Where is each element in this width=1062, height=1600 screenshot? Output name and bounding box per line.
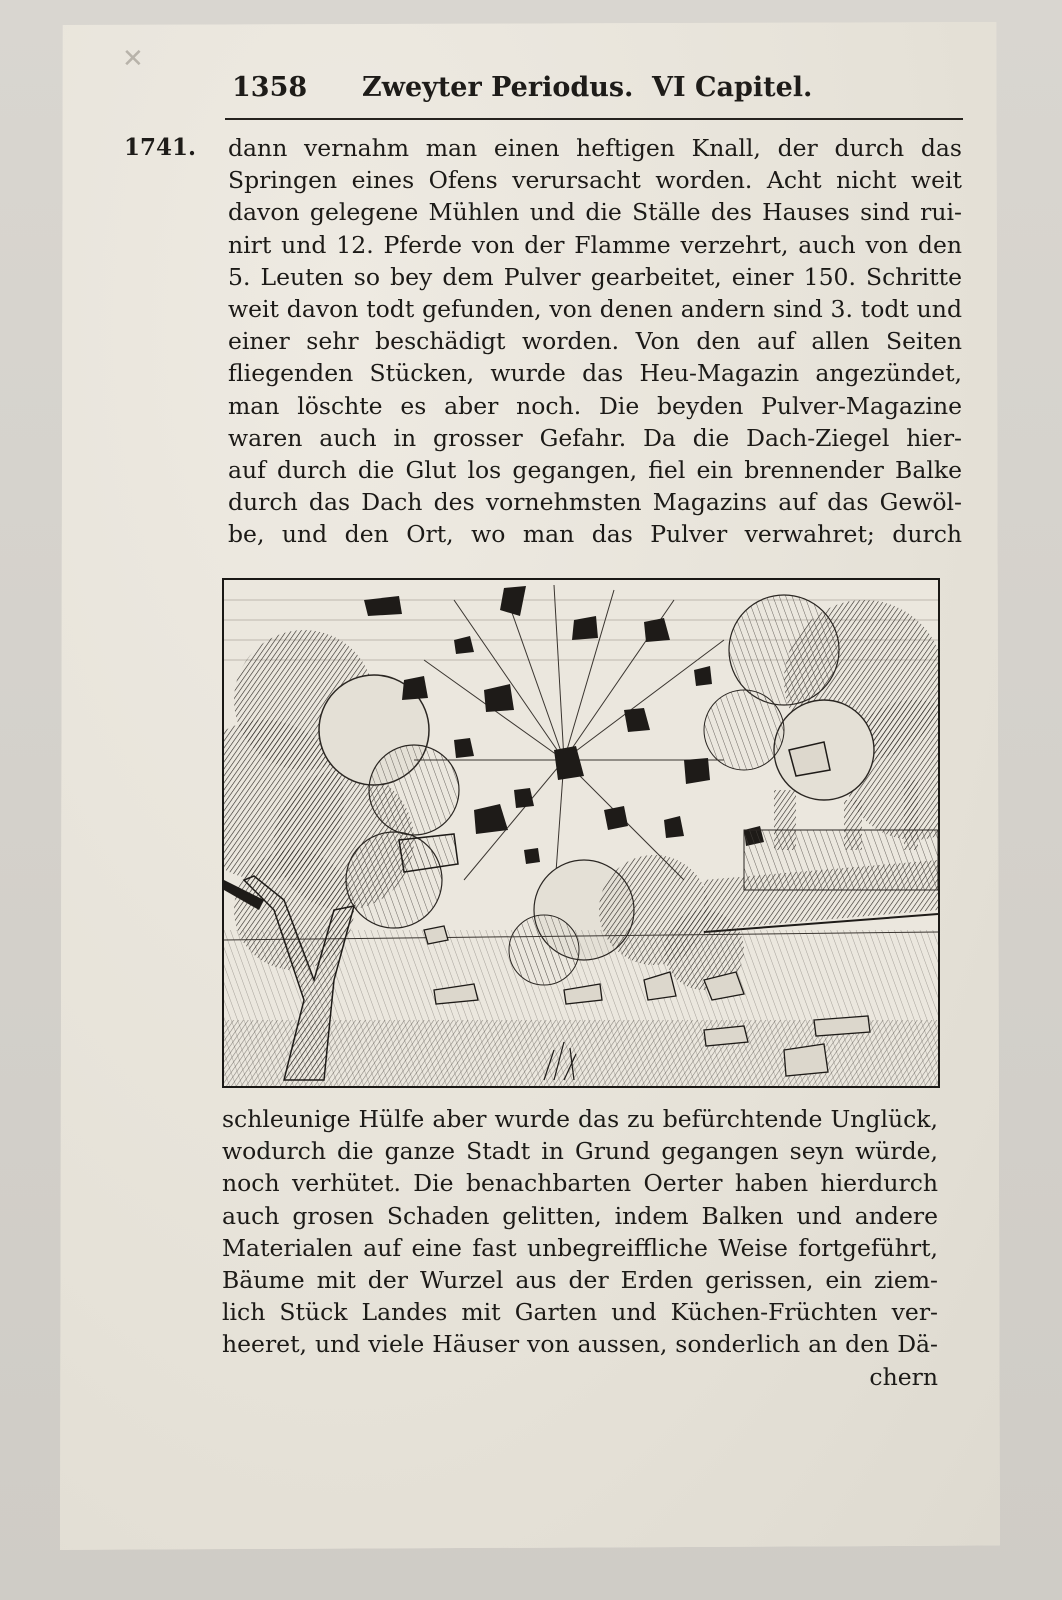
text-line: waren auch in grosser Gefahr. Da die Dach-Ziegel hier- xyxy=(228,423,962,452)
engraving-illustration xyxy=(224,580,938,1086)
text-line: Materialen auf eine fast unbegreiffliche Weise fortgeführt, xyxy=(222,1233,938,1262)
text-line: schleunige Hülfe aber wurde das zu befürchtende Unglück, xyxy=(222,1105,938,1133)
text-line: durch das Dach des vornehmsten Magazins auf das Gewöl- xyxy=(228,488,962,517)
text-line: Bäume mit der Wurzel aus der Erden gerissen, ein ziem- xyxy=(222,1265,938,1294)
text-line: fliegenden Stücken, wurde das Heu-Magazin angezündet, xyxy=(228,359,962,388)
paragraph-top xyxy=(228,132,962,550)
pencil-mark: ✕ xyxy=(122,44,144,74)
chapter-title: VI Capitel. xyxy=(652,72,813,103)
text-line: auch grosen Schaden gelitten, indem Balken und andere xyxy=(222,1201,938,1230)
text-line: be, und den Ort, wo man das Pulver verwahret; durch xyxy=(228,520,962,549)
text-line: man löschte es aber noch. Die beyden Pulver-Magazine xyxy=(228,391,962,420)
text-line: lich Stück Landes mit Garten und Küchen-Früchten ver- xyxy=(222,1298,938,1327)
text-line: heeret, und viele Häuser von aussen, sonderlich an den Dä- xyxy=(222,1330,938,1359)
text-line: dann vernahm man einen heftigen Knall, der durch das xyxy=(228,134,962,162)
text-line: auf durch die Glut los gegangen, fiel ein brennender Balke xyxy=(228,455,962,484)
explosion-engraving xyxy=(222,578,940,1088)
text-line: noch verhütet. Die benachbarten Oerter haben hierdurch xyxy=(222,1169,938,1198)
text-line: 5. Leuten so bey dem Pulver gearbeitet, einer 150. Schritte xyxy=(228,262,962,291)
paragraph-bottom xyxy=(222,1103,938,1393)
page-number: 1358 xyxy=(232,72,308,103)
text-line: davon gelegene Mühlen und die Ställe des Hauses sind rui- xyxy=(228,198,962,227)
text-line: chern xyxy=(869,1362,938,1391)
text-line: wodurch die ganze Stadt in Grund gegangen seyn würde, xyxy=(222,1137,938,1166)
margin-year: 1741. xyxy=(124,134,197,161)
section-title: Zweyter Periodus. xyxy=(362,72,634,103)
text-line: Springen eines Ofens verursacht worden. Acht nicht weit xyxy=(228,166,962,195)
text-line: nirt und 12. Pferde von der Flamme verzehrt, auch von den xyxy=(228,230,962,259)
header-rule xyxy=(225,118,963,120)
text-line: einer sehr beschädigt worden. Von den auf allen Seiten xyxy=(228,327,962,356)
running-head xyxy=(232,68,962,108)
text-line: weit davon todt gefunden, von denen andern sind 3. todt und xyxy=(228,294,962,323)
